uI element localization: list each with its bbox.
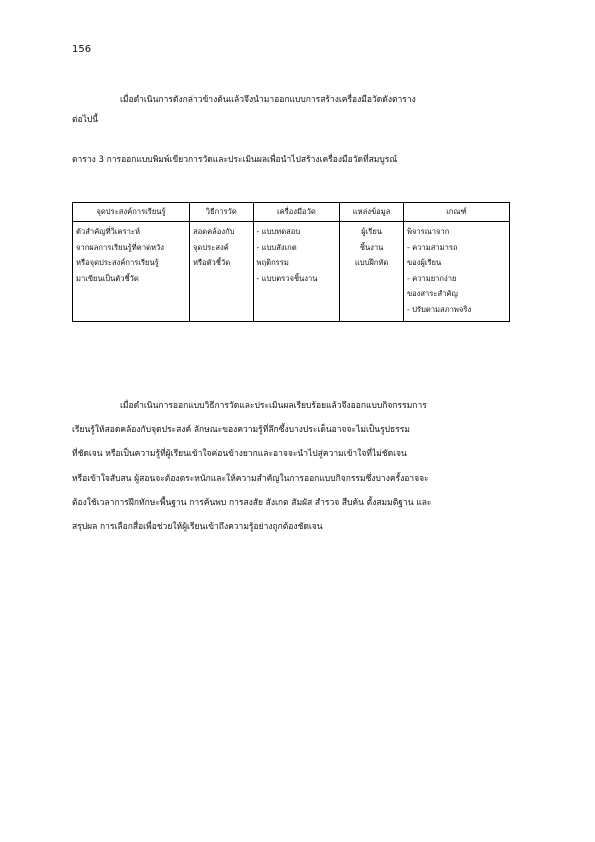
cell-criteria bbox=[403, 222, 509, 322]
body-paragraph bbox=[72, 394, 512, 539]
cell-line: สอดคล้องกับ bbox=[192, 227, 235, 236]
cell-line: จากผลการเรียนรู้ที่คาดหวัง bbox=[76, 242, 165, 252]
header-source: แหล่งข้อมูล bbox=[340, 203, 404, 222]
cell-instrument bbox=[253, 222, 340, 322]
cell-line: ของผู้เรียน bbox=[406, 258, 442, 267]
intro-line-1: เมื่อดำเนินการดังกล่าวข้างต้นแล้วจึงนำมาออกแบบการสร้างเครื่องมือวัดดังตาราง bbox=[120, 95, 416, 105]
cell-objective bbox=[73, 222, 190, 322]
table-caption: ตาราง 3 การออกแบบพิมพ์เขียวการวัดและประเมินผลเพื่อนำไปสร้างเครื่องมือวัดที่สมบูรณ์ bbox=[72, 155, 398, 165]
cell-line: - ความยากง่าย bbox=[406, 273, 457, 283]
body-line-3: ที่ชัดเจน หรือเป็นความรู้ที่ผู้เรียนเข้าใจค่อนข้างยากและอาจจะนำไปสู่ความเข้าใจที่ไม่ชัดเจน bbox=[72, 449, 407, 460]
cell-source bbox=[340, 222, 404, 322]
body-line-2: เรียนรู้ให้สอดคล้องกับจุดประสงค์ ลักษณะของความรู้ที่ลึกซึ้งบางประเด็นอาจจะไม่เป็นรูปธรรม bbox=[72, 425, 410, 436]
cell-line: - ความสามารถ bbox=[406, 242, 458, 252]
cell-line: - แบบทดสอบ bbox=[256, 227, 301, 236]
header-criteria: เกณฑ์ bbox=[403, 203, 509, 222]
cell-line: หรือจุดประสงค์การเรียนรู้ bbox=[76, 258, 159, 267]
cell-line: ชิ้นงาน bbox=[359, 242, 384, 252]
cell-line: จุดประสงค์ bbox=[192, 242, 229, 252]
header-method: วิธีการวัด bbox=[189, 203, 253, 222]
header-objective: จุดประสงค์การเรียนรู้ bbox=[73, 203, 190, 222]
cell-line: พิจารณาจาก bbox=[406, 227, 450, 236]
body-line-1: เมื่อดำเนินการออกแบบวิธีการวัดและประเมินผลเรียบร้อยแล้วจึงออกแบบกิจกรรมการ bbox=[120, 401, 427, 411]
cell-method bbox=[189, 222, 253, 322]
cell-line: หรือตัวชี้วัด bbox=[192, 258, 231, 267]
blueprint-table bbox=[72, 202, 510, 322]
cell-line: พฤติกรรม bbox=[256, 258, 289, 267]
cell-line: - แบบสังเกต bbox=[256, 242, 297, 252]
body-line-4: หรือเข้าใจสับสน ผู้สอนจะต้องตระหนักและให้ความสำคัญในการออกแบบกิจกรรมซึ่งบางครั้งอาจจะ bbox=[72, 473, 429, 484]
cell-line: - แบบตรวจชิ้นงาน bbox=[256, 273, 318, 283]
table-row bbox=[73, 222, 510, 322]
page-number: 156 bbox=[72, 44, 92, 55]
cell-line: ตัวสำคัญที่วิเคราะห์ bbox=[76, 227, 141, 236]
cell-line: ผู้เรียน bbox=[361, 227, 382, 236]
body-line-6: สรุปผล การเลือกสื่อเพื่อช่วยให้ผู้เรียนเข้าถึงความรู้อย่างถูกต้องชัดเจน bbox=[72, 521, 323, 532]
table-header-row bbox=[73, 203, 510, 222]
cell-line: ของสาระสำคัญ bbox=[406, 289, 458, 298]
header-instrument: เครื่องมือวัด bbox=[253, 203, 340, 222]
intro-line-2: ต่อไปนี้ bbox=[72, 115, 99, 125]
cell-line: แบบฝึกหัด bbox=[354, 258, 389, 267]
body-line-5: ต้องใช้เวลาการฝึกทักษะพื้นฐาน การค้นพบ การสงสัย สังเกต สัมผัส สำรวจ สืบค้น ตั้งสมมติฐาน และ bbox=[72, 497, 432, 508]
intro-paragraph bbox=[72, 90, 512, 130]
cell-line: - ปรับตามสภาพจริง bbox=[406, 304, 472, 314]
cell-line: มาเขียนเป็นตัวชี้วัด bbox=[76, 273, 139, 283]
